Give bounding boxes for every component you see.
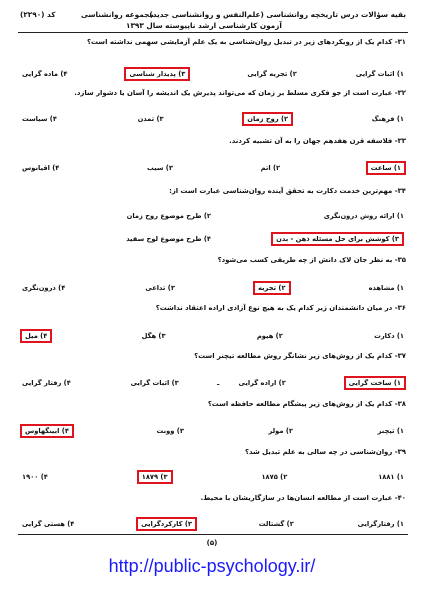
header-code: کد (۲۲۹۰) bbox=[20, 10, 56, 19]
option-39-2[interactable]: ۲) ۱۸۷۵ bbox=[261, 473, 288, 481]
question-39: ۳۹- روان‌شناسی در چه سالی به علم تبدیل شد؟ bbox=[244, 448, 406, 456]
option-36-3[interactable]: ۳) هگل bbox=[141, 332, 166, 340]
option-33-3[interactable]: ۳) سیب bbox=[147, 164, 173, 172]
options-34-row2 bbox=[20, 232, 406, 246]
question-34: ۳۴- مهم‌ترین خدمت دکارت به تحقق آینده روان‌شناسی عبارت است از: bbox=[169, 187, 406, 195]
option-34-3-selected[interactable]: ۳) کوشش برای حل مسئله ذهن - بدن bbox=[271, 232, 404, 246]
option-36-2[interactable]: ۲) هیوم bbox=[256, 332, 283, 340]
option-32-2-selected[interactable]: ۲) روح زمان bbox=[242, 112, 293, 126]
option-38-2[interactable]: ۲) مولر bbox=[268, 427, 293, 435]
question-38: ۳۸- کدام یک از روش‌های زیر پیشگام مطالعه حافظه است؟ bbox=[207, 400, 406, 408]
option-37-2[interactable]: ۲) اراده گرایی bbox=[238, 379, 286, 387]
option-40-4[interactable]: ۴) هستی گرایی bbox=[22, 520, 75, 528]
option-38-4-selected[interactable]: ۴) ابینگهاوس bbox=[20, 424, 74, 438]
options-38 bbox=[20, 424, 406, 438]
option-39-1[interactable]: ۱) ۱۸۸۱ bbox=[378, 473, 404, 481]
option-35-3[interactable]: ۳) تداعی bbox=[145, 284, 175, 292]
options-34-row1 bbox=[20, 209, 406, 223]
header-collection: مجموعه روانشناسی bbox=[81, 10, 154, 19]
question-35: ۳۵- به نظر جان لاک دانش از چه طریقی کسب می‌شود؟ bbox=[217, 256, 406, 264]
exam-page bbox=[6, 4, 418, 552]
option-35-1[interactable]: ۱) مشاهده bbox=[368, 284, 404, 292]
option-31-4[interactable]: ۴) ماده گرایی bbox=[22, 70, 68, 78]
option-34-2[interactable]: ۲) طرح موضوع روح زمان bbox=[126, 212, 211, 220]
question-40: ۴۰- عبارت است از مطالعه انسان‌ها در سازگاریشان با محیط. bbox=[200, 494, 406, 502]
option-36-1[interactable]: ۱) دکارت bbox=[374, 332, 404, 340]
option-31-1[interactable]: ۱) اثبات گرایی bbox=[355, 70, 404, 78]
option-40-1[interactable]: ۱) رفتارگرایی bbox=[357, 520, 404, 528]
option-32-1[interactable]: ۱) فرهنگ bbox=[371, 115, 404, 123]
header-subtitle: آزمون کارشناسی ارشد ناپیوسته سال ۱۳۹۳ bbox=[126, 21, 282, 30]
option-31-2[interactable]: ۲) تجربه گرایی bbox=[247, 70, 297, 78]
option-32-4[interactable]: ۴) سیاست bbox=[22, 115, 57, 123]
option-38-3[interactable]: ۳) وونت bbox=[156, 427, 184, 435]
option-38-1[interactable]: ۱) تیچنر bbox=[377, 427, 404, 435]
option-40-2[interactable]: ۲) گشتالت bbox=[258, 520, 294, 528]
option-37-3[interactable]: ۳) اثبات گرایی bbox=[130, 379, 179, 387]
option-35-4[interactable]: ۴) درون‌نگری bbox=[22, 284, 66, 292]
option-34-1[interactable]: ۱) ارائه روش درون‌نگری bbox=[323, 212, 404, 220]
header-rule bbox=[18, 32, 408, 33]
options-33 bbox=[20, 161, 406, 175]
option-39-4[interactable]: ۴) ۱۹۰۰ bbox=[22, 473, 48, 481]
option-36-4-selected[interactable]: ۴) میل bbox=[20, 329, 52, 343]
options-37 bbox=[20, 376, 406, 390]
stray-mark: ـ bbox=[217, 379, 220, 387]
question-36: ۳۶- در میان دانشمندان زیر کدام یک به هیچ نوع آزادی اراده اعتقاد نداشت؟ bbox=[155, 304, 406, 312]
option-31-3-selected[interactable]: ۳) پدیدار شناسی bbox=[124, 67, 190, 81]
option-37-1-selected[interactable]: ۱) ساخت گرایی bbox=[344, 376, 406, 390]
option-40-3-selected[interactable]: ۳) کارکردگرایی bbox=[136, 517, 197, 531]
option-33-1-selected[interactable]: ۱) ساعت bbox=[366, 161, 406, 175]
option-33-2[interactable]: ۲) اتم bbox=[260, 164, 281, 172]
options-40 bbox=[20, 517, 406, 531]
question-32: ۳۲- عبارت است از جو فکری مسلط بر زمان که می‌تواند پذیرش یک اندیشه را آسان یا دشوار سازد. bbox=[74, 89, 406, 97]
option-35-2-selected[interactable]: ۲) تجربه bbox=[253, 281, 291, 295]
options-35 bbox=[20, 281, 406, 295]
options-36 bbox=[20, 329, 406, 343]
option-32-3[interactable]: ۳) تمدن bbox=[137, 115, 164, 123]
page-number: (۵) bbox=[206, 539, 218, 547]
option-33-4[interactable]: ۴) اقیانوس bbox=[22, 164, 60, 172]
header-title: بقیه سؤالات درس تاریخچه روانشناسی (علم‌النفس و روانشناسی جدید) bbox=[149, 10, 406, 19]
options-39 bbox=[20, 470, 406, 484]
question-31: ۳۱- کدام یک از رویکردهای زیر در تبدیل روان‌شناسی به یک علم آزمایشی سهمی نداشته است؟ bbox=[87, 38, 406, 46]
option-37-4[interactable]: ۴) رفتار گرایی bbox=[22, 379, 71, 387]
option-39-3-selected[interactable]: ۳) ۱۸۷۹ bbox=[137, 470, 173, 484]
options-31 bbox=[20, 67, 406, 81]
question-33: ۳۳- فلاسفه قرن هفدهم جهان را به آن تشبیه کردند. bbox=[229, 137, 406, 145]
footer-rule bbox=[18, 534, 408, 535]
options-32 bbox=[20, 112, 406, 126]
option-34-4[interactable]: ۴) طرح موضوع لوح سفید bbox=[126, 235, 211, 243]
footer-url-link[interactable]: http://public-psychology.ir/ bbox=[108, 556, 316, 576]
question-37: ۳۷- کدام یک از روش‌های زیر نشانگر روش مطالعه تیچنر است؟ bbox=[194, 352, 406, 360]
